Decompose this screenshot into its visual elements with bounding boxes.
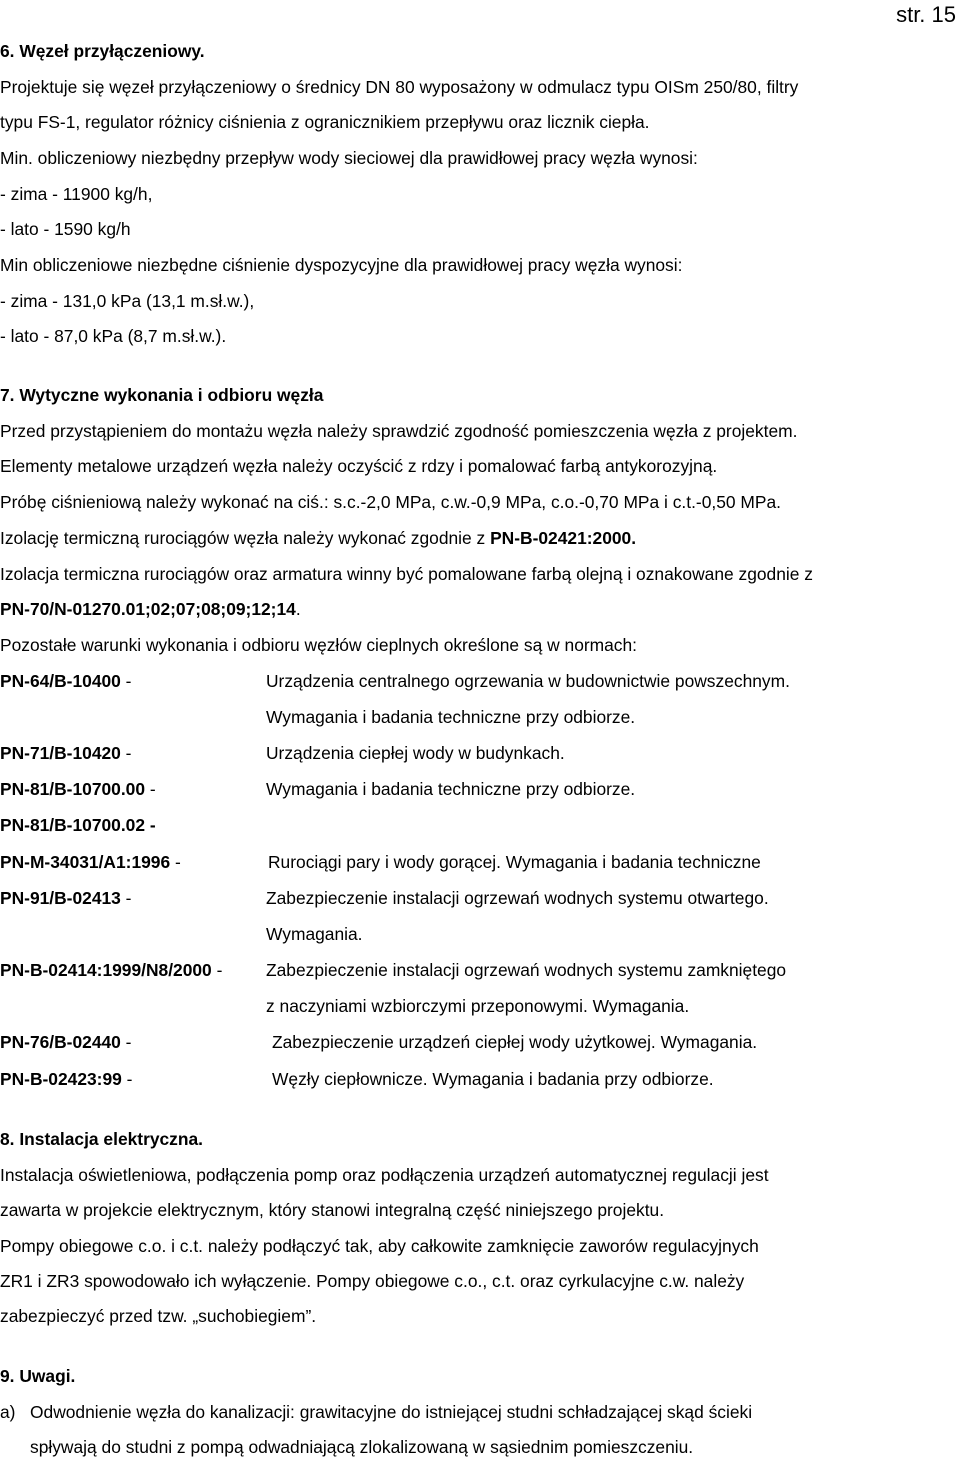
norm-code: PN-81/B-10700.00 - <box>0 779 156 799</box>
paragraph-line: - lato - 1590 kg/h <box>0 219 131 239</box>
section-6-heading: 6. Węzeł przyłączeniowy. <box>0 41 205 61</box>
list-item-line: Odwodnienie węzła do kanalizacji: grawitacyjne do istniejącej studni schładzającej skąd ścieki <box>30 1402 753 1422</box>
paragraph-line: - zima - 11900 kg/h, <box>0 184 153 204</box>
norm-code: PN-91/B-02413 - <box>0 888 132 908</box>
norm-desc-cont: Wymagania. <box>266 924 363 944</box>
section-7-heading: 7. Wytyczne wykonania i odbioru węzła <box>0 385 324 405</box>
paragraph-line: Przed przystąpieniem do montażu węzła należy sprawdzić zgodność pomieszczenia węzła z projektem. <box>0 421 798 441</box>
norm-desc: Urządzenia centralnego ogrzewania w budownictwie powszechnym. <box>266 671 790 691</box>
iso1-standard: PN-B-02421:2000. <box>490 528 637 548</box>
norm-desc-cont: Wymagania i badania techniczne przy odbiorze. <box>266 707 636 727</box>
list-item-label: a) <box>0 1402 16 1422</box>
paragraph-line: zawarta w projekcie elektrycznym, który stanowi integralną część niniejszego projektu. <box>0 1200 665 1220</box>
paragraph-line: Projektuje się węzeł przyłączeniowy o średnicy DN 80 wyposażony w odmulacz typu OISm 250/80, filtry <box>0 77 799 97</box>
norm-desc: Zabezpieczenie instalacji ogrzewań wodnych systemu zamkniętego <box>266 960 787 980</box>
paragraph-line: - zima - 131,0 kPa (13,1 m.sł.w.), <box>0 291 255 311</box>
norm-desc: Zabezpieczenie instalacji ogrzewań wodnych systemu otwartego. <box>266 888 769 908</box>
paragraph-line: Min. obliczeniowy niezbędny przepływ wody sieciowej dla prawidłowej pracy węzła wynosi: <box>0 148 698 168</box>
paragraph-line <box>0 598 301 620</box>
norm-code: PN-M-34031/A1:1996 - <box>0 852 181 872</box>
paragraph-line: Pompy obiegowe c.o. i c.t. należy podłączyć tak, aby całkowite zamknięcie zaworów regulacyjnych <box>0 1236 759 1256</box>
iso2-standard: PN-70/N-01270.01;02;07;08;09;12;14 <box>0 599 296 619</box>
norm-desc: Węzły ciepłownicze. Wymagania i badania przy odbiorze. <box>272 1069 714 1089</box>
paragraph-line <box>0 527 636 549</box>
norm-code: PN-B-02414:1999/N8/2000 - <box>0 960 223 980</box>
norm-desc: Wymagania i badania techniczne przy odbiorze. <box>266 779 636 799</box>
paragraph-line: Elementy metalowe urządzeń węzła należy oczyścić z rdzy i pomalować farbą antykorozyjną. <box>0 456 718 476</box>
section-9-heading: 9. Uwagi. <box>0 1366 76 1386</box>
paragraph-line: ZR1 i ZR3 spowodowało ich wyłączenie. Pompy obiegowe c.o., c.t. oraz cyrkulacyjne c.w. należy <box>0 1271 745 1291</box>
section-8-heading: 8. Instalacja elektryczna. <box>0 1129 204 1149</box>
norm-desc: Rurociągi pary i wody gorącej. Wymagania i badania techniczne <box>268 852 761 872</box>
paragraph-line: zabezpieczyć przed tzw. „suchobiegiem”. <box>0 1306 317 1326</box>
page-number: str. 15 <box>896 2 956 27</box>
norm-desc: Urządzenia ciepłej wody w budynkach. <box>266 743 565 763</box>
paragraph-line: Instalacja oświetleniowa, podłączenia pomp oraz podłączenia urządzeń automatycznej regulacji jest <box>0 1165 769 1185</box>
norm-code: PN-71/B-10420 - <box>0 743 132 763</box>
norm-code: PN-76/B-02440 - <box>0 1032 132 1052</box>
norm-code: PN-B-02423:99 - <box>0 1069 133 1089</box>
norm-desc-cont: z naczyniami wzbiorczymi przeponowymi. Wymagania. <box>266 996 690 1016</box>
paragraph-line: Próbę ciśnieniową należy wykonać na ciś.: s.c.-2,0 MPa, c.w.-0,9 MPa, c.o.-0,70 MPa i c.t.-0,50 MPa. <box>0 492 781 512</box>
list-item-line: spływają do studni z pompą odwadniającą zlokalizowaną w sąsiednim pomieszczeniu. <box>30 1437 694 1457</box>
norm-code: PN-81/B-10700.02 - <box>0 815 156 835</box>
paragraph-line: Min obliczeniowe niezbędne ciśnienie dyspozycyjne dla prawidłowej pracy węzła wynosi: <box>0 255 683 275</box>
paragraph-line: - lato - 87,0 kPa (8,7 m.sł.w.). <box>0 326 227 346</box>
iso1-text: Izolację termiczną rurociągów węzła należy wykonać zgodnie z <box>0 528 491 548</box>
paragraph-line: Izolacja termiczna rurociągów oraz armatura winny być pomalowane farbą olejną i oznakowane zgodnie z <box>0 564 813 584</box>
norms-intro: Pozostałe warunki wykonania i odbioru węzłów cieplnych określone są w normach: <box>0 635 638 655</box>
norm-code: PN-64/B-10400 - <box>0 671 132 691</box>
paragraph-line: typu FS-1, regulator różnicy ciśnienia z ogranicznikiem przepływu oraz licznik ciepła. <box>0 112 650 132</box>
norm-desc: Zabezpieczenie urządzeń ciepłej wody użytkowej. Wymagania. <box>272 1032 758 1052</box>
iso2-end: . <box>295 599 301 619</box>
